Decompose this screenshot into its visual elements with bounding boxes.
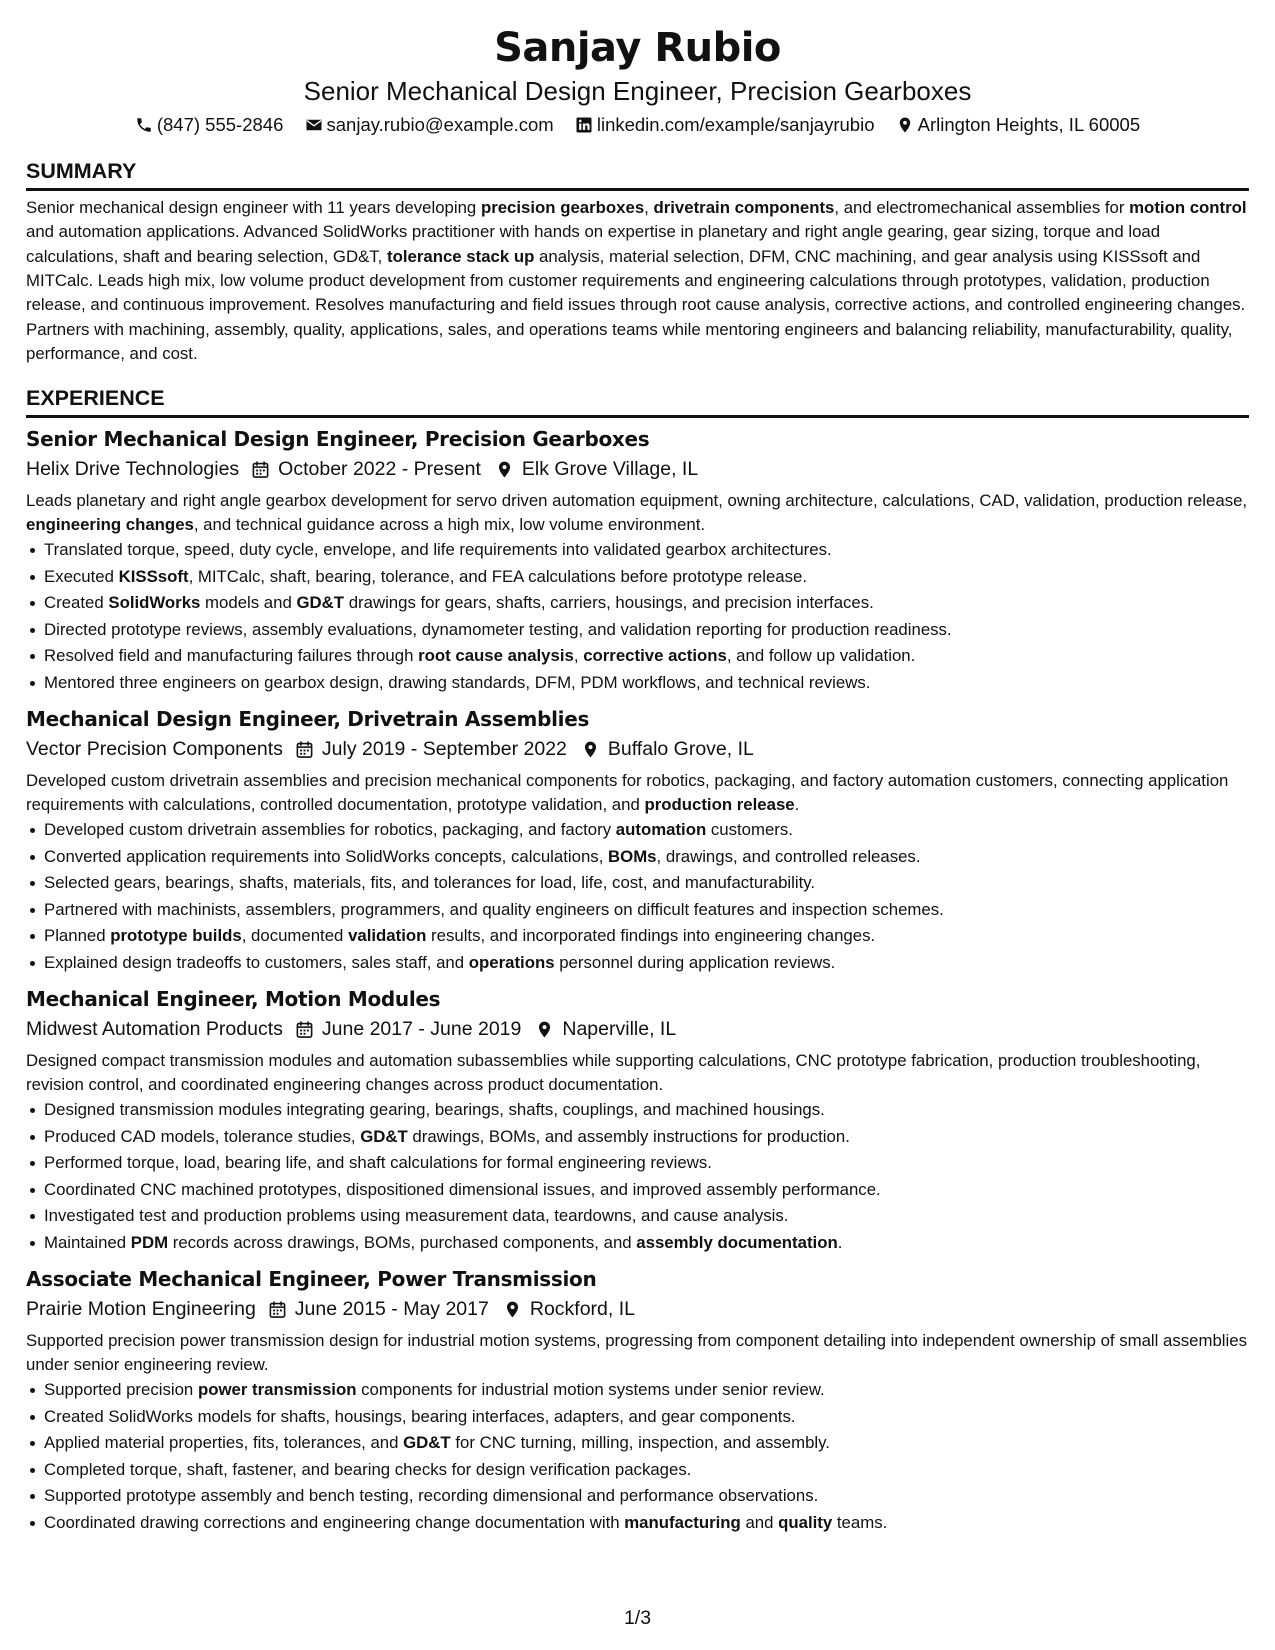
bold-keyword: tolerance stack up: [387, 246, 535, 266]
text-run: Planned: [44, 926, 111, 946]
job-bullets: [26, 817, 1249, 976]
job-entry: [26, 424, 1249, 696]
text-run: Created: [44, 593, 109, 613]
job-location: Elk Grove Village, IL: [521, 458, 699, 481]
bullet-item: [26, 1457, 1249, 1484]
bullet-item: [26, 1124, 1249, 1151]
bold-keyword: engineering changes: [26, 515, 194, 535]
contact-linkedin[interactable]: [575, 111, 875, 139]
text-run: Produced CAD models, tolerance studies,: [44, 1126, 361, 1146]
bold-keyword: validation: [348, 926, 427, 946]
bullet-item: [26, 1177, 1249, 1204]
text-run: customers.: [706, 820, 793, 840]
job-entry: [26, 984, 1249, 1256]
text-run: Developed custom drivetrain assemblies and precision mechanical components for robotics, packaging, and factory automation customers, connecting application requirements with calculations, controlled documentation, prototype validation, and: [26, 771, 1229, 815]
bullet-item: [26, 870, 1249, 897]
job-meta: [26, 734, 1249, 764]
map-pin-icon: [581, 740, 600, 759]
job-meta: [26, 1014, 1249, 1044]
bold-keyword: prototype builds: [110, 926, 242, 946]
bullet-item: [26, 617, 1249, 644]
job-location: Rockford, IL: [529, 1298, 635, 1321]
map-pin-icon: [896, 116, 914, 134]
contact-location: [896, 111, 1141, 139]
text-run: ,: [573, 646, 584, 666]
contact-phone[interactable]: [135, 111, 284, 139]
calendar-icon: [295, 1020, 314, 1039]
phone-icon: [135, 116, 153, 134]
job-dates: July 2019 - September 2022: [321, 738, 567, 761]
map-pin-icon: [495, 460, 514, 479]
job-location: Naperville, IL: [562, 1018, 677, 1041]
email-text: sanjay.rubio@example.com: [326, 114, 554, 136]
linkedin-text: linkedin.com/example/sanjayrubio: [596, 114, 875, 136]
bullet-item: [26, 1430, 1249, 1457]
job-bullets: [26, 1377, 1249, 1536]
text-run: Maintained: [44, 1232, 131, 1252]
bold-keyword: operations: [468, 952, 555, 972]
text-run: .: [794, 795, 800, 815]
bold-keyword: production release: [644, 795, 795, 815]
envelope-icon: [305, 116, 323, 134]
contact-email[interactable]: [305, 111, 554, 139]
job-title: Mechanical Design Engineer, Drivetrain Assemblies: [26, 707, 590, 732]
bold-keyword: GD&T: [296, 593, 345, 613]
bullet-item: [26, 1377, 1249, 1404]
text-run: models and: [200, 593, 297, 613]
text-run: drawings for gears, shafts, carriers, housings, and precision interfaces.: [344, 593, 874, 613]
job-dates: June 2017 - June 2019: [321, 1018, 522, 1041]
text-run: Directed prototype reviews, assembly evaluations, dynamometer testing, and validation reporting for production readiness.: [44, 619, 952, 639]
bullet-item: [26, 590, 1249, 617]
text-run: Designed compact transmission modules and automation subassemblies while supporting calculations, CNC prototype fabrication, production troubleshooting, revision control, and coordinated engineering changes across product documentation.: [26, 1051, 1201, 1095]
bullet-item: [26, 1230, 1249, 1257]
text-run: Leads planetary and right angle gearbox development for servo driven automation equipment, owning architecture, calculations, CAD, validation, production release,: [26, 491, 1248, 511]
phone-text: (847) 555-2846: [156, 114, 284, 136]
text-run: ,: [644, 198, 654, 218]
job-company: Vector Precision Components: [26, 738, 283, 761]
text-run: Applied material properties, fits, tolerances, and: [44, 1433, 404, 1453]
text-run: teams.: [832, 1512, 888, 1532]
bold-keyword: GD&T: [360, 1126, 408, 1146]
experience-list: [26, 424, 1249, 1536]
bullet-item: [26, 950, 1249, 977]
calendar-icon: [295, 740, 314, 759]
bullet-item: [26, 564, 1249, 591]
bullet-item: [26, 1203, 1249, 1230]
bold-keyword: SolidWorks: [108, 593, 201, 613]
bold-keyword: PDM: [130, 1232, 169, 1252]
text-run: Mentored three engineers on gearbox design, drawing standards, DFM, PDM workflows, and technical reviews.: [44, 672, 871, 692]
bold-keyword: automation: [615, 820, 707, 840]
bullet-item: [26, 1483, 1249, 1510]
map-pin-icon: [535, 1020, 554, 1039]
bold-keyword: motion control: [1129, 198, 1247, 218]
bullet-item: [26, 643, 1249, 670]
calendar-icon: [251, 460, 270, 479]
candidate-name: Sanjay Rubio: [494, 25, 781, 71]
location-text: Arlington Heights, IL 60005: [917, 114, 1141, 136]
calendar-icon: [268, 1300, 287, 1319]
text-run: records across drawings, BOMs, purchased components, and: [168, 1232, 637, 1252]
text-run: Designed transmission modules integrating gearing, bearings, shafts, couplings, and machined housings.: [44, 1100, 825, 1120]
text-run: drawings, BOMs, and assembly instructions for production.: [407, 1126, 850, 1146]
text-run: Converted application requirements into SolidWorks concepts, calculations,: [44, 846, 609, 866]
text-run: and automation applications. Advanced SolidWorks practitioner with hands on expertise in planetary and right angle gearing, gear sizing, torque and load calculations, shaft and bearing selection, GD&T,: [26, 222, 1161, 266]
bullet-item: [26, 897, 1249, 924]
text-run: Supported precision power transmission design for industrial motion systems, progressing from component detailing into independent ownership of small assemblies under senior engineering review.: [26, 1331, 1247, 1375]
text-run: Selected gears, bearings, shafts, materials, fits, and tolerances for load, life, cost, and manufacturability.: [44, 873, 816, 893]
text-run: Supported prototype assembly and bench testing, recording dimensional and performance observations.: [44, 1486, 819, 1506]
bold-keyword: precision gearboxes: [480, 198, 645, 218]
job-company: Prairie Motion Engineering: [26, 1298, 256, 1321]
text-run: Translated torque, speed, duty cycle, envelope, and life requirements into validated gearbox architectures.: [44, 540, 832, 560]
job-meta: [26, 454, 1249, 484]
text-run: .: [837, 1232, 843, 1252]
job-description: [26, 1049, 1249, 1097]
job-title: Mechanical Engineer, Motion Modules: [26, 987, 441, 1012]
text-run: for CNC turning, milling, inspection, and assembly.: [450, 1433, 830, 1453]
text-run: , and follow up validation.: [726, 646, 916, 666]
text-run: Coordinated CNC machined prototypes, dispositioned dimensional issues, and improved assembly performance.: [44, 1179, 881, 1199]
contact-bar: [26, 110, 1249, 139]
text-run: personnel during application reviews.: [554, 952, 836, 972]
text-run: components for industrial motion systems under senior review.: [356, 1380, 825, 1400]
candidate-headline: Senior Mechanical Design Engineer, Precision Gearboxes: [303, 76, 972, 106]
job-description: [26, 1329, 1249, 1377]
job-description: [26, 489, 1249, 537]
job-company: Helix Drive Technologies: [26, 458, 240, 481]
text-run: Investigated test and production problems using measurement data, teardowns, and cause analysis.: [44, 1206, 789, 1226]
bold-keyword: KISSsoft: [118, 566, 189, 586]
summary-paragraph: [26, 196, 1249, 366]
bullet-item: [26, 1510, 1249, 1537]
text-run: Senior mechanical design engineer with 11 years developing: [26, 198, 481, 218]
bullet-item: [26, 844, 1249, 871]
job-title: Senior Mechanical Design Engineer, Precision Gearboxes: [26, 427, 650, 452]
job-entry: [26, 1264, 1249, 1536]
text-run: Coordinated drawing corrections and engineering change documentation with: [44, 1512, 625, 1532]
text-run: , and technical guidance across a high mix, low volume environment.: [193, 515, 706, 535]
bullet-item: [26, 537, 1249, 564]
text-run: , drawings, and controlled releases.: [656, 846, 921, 866]
text-run: Created SolidWorks models for shafts, housings, bearing interfaces, adapters, and gear components.: [44, 1406, 796, 1426]
job-title: Associate Mechanical Engineer, Power Transmission: [26, 1267, 597, 1292]
text-run: and: [740, 1512, 779, 1532]
bold-keyword: BOMs: [608, 846, 657, 866]
bullet-item: [26, 1404, 1249, 1431]
bullet-item: [26, 1097, 1249, 1124]
bold-keyword: corrective actions: [583, 646, 727, 666]
text-run: Executed: [44, 566, 119, 586]
job-location: Buffalo Grove, IL: [607, 738, 754, 761]
text-run: Partnered with machinists, assemblers, programmers, and quality engineers on difficult features and inspection schemes.: [44, 899, 944, 919]
bold-keyword: GD&T: [403, 1433, 451, 1453]
text-run: Developed custom drivetrain assemblies for robotics, packaging, and factory: [44, 820, 616, 840]
job-description: [26, 769, 1249, 817]
text-run: results, and incorporated findings into engineering changes.: [426, 926, 876, 946]
experience-heading: EXPERIENCE: [26, 384, 1249, 418]
job-meta: [26, 1294, 1249, 1324]
bold-keyword: quality: [778, 1512, 833, 1532]
bold-keyword: drivetrain components: [653, 198, 835, 218]
bold-keyword: root cause analysis: [418, 646, 574, 666]
text-run: Supported precision: [44, 1380, 198, 1400]
map-pin-icon: [503, 1300, 522, 1319]
text-run: Performed torque, load, bearing life, and shaft calculations for formal engineering reviews.: [44, 1153, 712, 1173]
linkedin-icon: [575, 116, 593, 134]
bold-keyword: power transmission: [197, 1380, 357, 1400]
text-run: , and electromechanical assemblies for: [834, 198, 1130, 218]
bullet-item: [26, 923, 1249, 950]
text-run: , MITCalc, shaft, bearing, tolerance, and FEA calculations before prototype release.: [188, 566, 808, 586]
job-bullets: [26, 1097, 1249, 1256]
job-bullets: [26, 537, 1249, 696]
bold-keyword: assembly documentation: [636, 1232, 838, 1252]
job-entry: [26, 704, 1249, 976]
text-run: Resolved field and manufacturing failures through: [44, 646, 419, 666]
text-run: analysis, material selection, DFM, CNC machining, and gear analysis using KISSsoft and MITCalc. Leads high mix, low volume product development from customer requirements and engineering calculations through prototypes, validation, production release, and continuous improvement. Resolves manufacturing and field issues through root cause analysis, corrective actions, and controlled engineering changes. Partners with machining, assembly, quality, applications, sales, and operations teams while mentoring engineers and balancing reliability, manufacturability, quality, performance, and cost.: [26, 246, 1246, 363]
text-run: Completed torque, shaft, fastener, and bearing checks for design verification packages.: [44, 1459, 692, 1479]
bullet-item: [26, 817, 1249, 844]
bullet-item: [26, 670, 1249, 697]
page-indicator: 1/3: [623, 1607, 652, 1629]
summary-heading: SUMMARY: [26, 157, 1249, 191]
job-dates: June 2015 - May 2017: [294, 1298, 489, 1321]
text-run: Explained design tradeoffs to customers, sales staff, and: [44, 952, 469, 972]
job-company: Midwest Automation Products: [26, 1018, 283, 1041]
bold-keyword: manufacturing: [624, 1512, 741, 1532]
text-run: , documented: [241, 926, 349, 946]
bullet-item: [26, 1150, 1249, 1177]
job-dates: October 2022 - Present: [278, 458, 481, 481]
